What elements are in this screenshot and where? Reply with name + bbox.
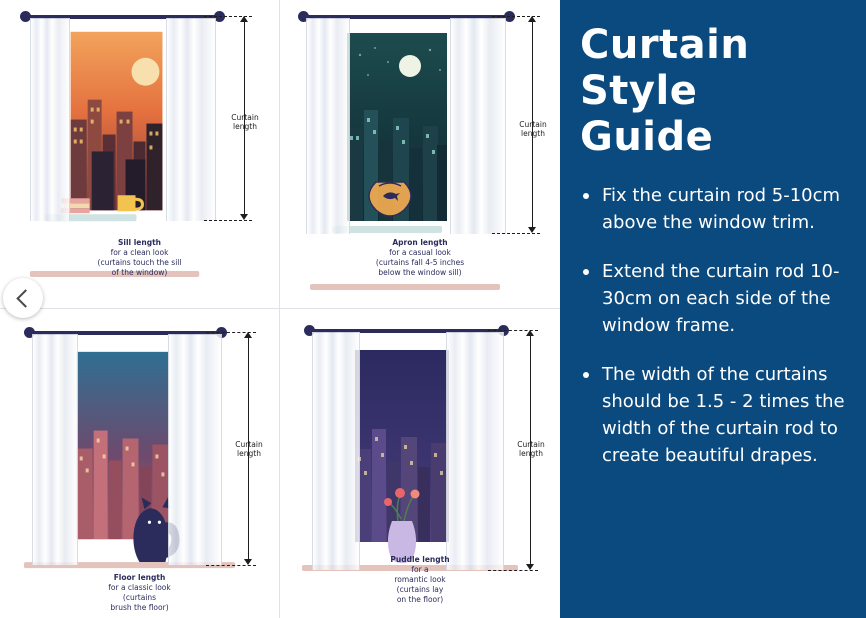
- dim-label: Curtain length: [519, 120, 547, 138]
- curtain-panel-right: [450, 18, 506, 234]
- cell-floor-length: [0, 309, 280, 618]
- carousel-prev-button[interactable]: [3, 278, 43, 318]
- page-title: Curtain Style Guide: [580, 22, 750, 160]
- cell-apron-length: [280, 0, 560, 309]
- curtain-panel-right: [446, 332, 504, 570]
- caption-puddle-length: Puddle length for a romantic look (curtains lay on the floor): [390, 555, 450, 604]
- cell-puddle-length: [280, 309, 560, 618]
- list-item: Fix the curtain rod 5-10cm above the window trim.: [580, 182, 848, 236]
- caption-floor-length: Floor length for a classic look (curtains brush the floor): [108, 573, 171, 612]
- list-item: The width of the curtains should be 1.5 - 2 times the width of the curtain rod to create beautiful drapes.: [580, 361, 848, 469]
- dim-bottom-guide: [492, 233, 540, 234]
- curtain-panel-left: [306, 18, 350, 234]
- dim-label: Curtain length: [235, 440, 263, 458]
- bullet-dot-icon: [583, 269, 589, 275]
- dim-bottom-guide: [206, 565, 256, 566]
- dim-label: Curtain length: [231, 113, 259, 131]
- tips-panel: [560, 0, 866, 618]
- curtain-panel-right: [168, 334, 222, 565]
- bullet-dot-icon: [583, 193, 589, 199]
- chevron-left-icon: [16, 289, 34, 307]
- dim-label: Curtain length: [517, 440, 545, 458]
- caption-sill-length: Sill length for a clean look (curtains touch the sill of the window): [97, 238, 182, 277]
- dim-arrow-top: [526, 330, 534, 336]
- bullet-dot-icon: [583, 372, 589, 378]
- dim-arrow-top: [528, 16, 536, 22]
- list-item: Extend the curtain rod 10-30cm on each side of the window frame.: [580, 258, 848, 339]
- curtain-panel-left: [30, 18, 70, 221]
- dim-arrow-bottom: [528, 227, 536, 233]
- curtain-panel-left: [32, 334, 78, 565]
- dim-arrow-top: [240, 16, 248, 22]
- curtain-panel-left: [312, 332, 360, 570]
- tips-list: [580, 182, 848, 469]
- dim-arrow-top: [244, 332, 252, 338]
- curtain-panel-right: [166, 18, 216, 221]
- caption-apron-length: Apron length for a casual look (curtains fall 4-5 inches below the window sill): [375, 238, 465, 277]
- cell-sill-length: [0, 0, 280, 309]
- dim-bottom-guide: [204, 220, 252, 221]
- dim-arrow-bottom: [244, 559, 252, 565]
- dim-arrow-bottom: [240, 214, 248, 220]
